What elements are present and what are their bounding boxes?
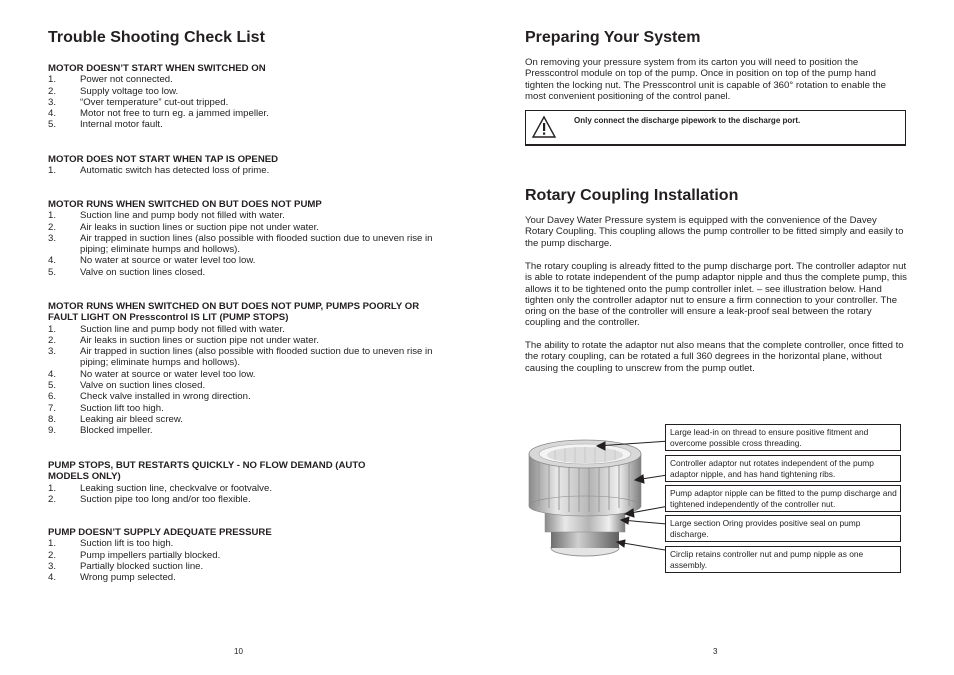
- section-title: PUMP STOPS, BUT RESTARTS QUICKLY - NO FLOW DEMAND (AUTO MODELS ONLY): [48, 460, 366, 483]
- list-item: 3. “Over temperature” cut-out tripped.: [48, 96, 229, 108]
- item-list: [48, 324, 448, 437]
- section-title: MOTOR DOESN’T START WHEN SWITCHED ON: [48, 63, 266, 74]
- rotary-paragraph-1: Your Davey Water Pressure system is equipped with the convenience of the Davey Rotary Coupling. This coupling allows the pump controller to be fitted simply and easily to the pump discharge.: [525, 215, 904, 249]
- section-title: MOTOR RUNS WHEN SWITCHED ON BUT DOES NOT PUMP: [48, 199, 322, 210]
- section-motor-tap: [48, 154, 448, 177]
- section-pump-pressure: [48, 527, 448, 583]
- list-item: 2. Air leaks in suction lines or suction pipe not under water.: [48, 334, 319, 346]
- page-title: Trouble Shooting Check List: [48, 29, 265, 46]
- item-list: [48, 538, 448, 583]
- callout-lead-in: Large lead-in on thread to ensure positive fitment and overcome possible cross threading.: [665, 424, 901, 451]
- list-item: 4. Wrong pump selected.: [48, 572, 176, 584]
- list-item: 1. Automatic switch has detected loss of prime.: [48, 165, 270, 177]
- exclamation-triangle-icon: [531, 115, 557, 139]
- callout-adaptor-nut: Controller adaptor nut rotates independent of the pump adaptor nipple, and has hand tightening ribs.: [665, 455, 901, 482]
- list-item: 4. No water at source or water level too low.: [48, 255, 256, 267]
- list-item: 7. Suction lift too high.: [48, 402, 164, 414]
- list-item: 3. Air trapped in suction lines (also possible with flooded suction due to uneven rise in piping; eliminate humps and hollows).: [48, 232, 433, 256]
- item-list: [48, 210, 448, 278]
- section-motor-pumps-poorly: [48, 301, 448, 437]
- section-title: PUMP DOESN’T SUPPLY ADEQUATE PRESSURE: [48, 527, 272, 538]
- list-item: 1. Leaking suction line, checkvalve or footvalve.: [48, 482, 272, 494]
- list-item: 1. Suction lift is too high.: [48, 538, 174, 550]
- callout-oring: Large section Oring provides positive seal on pump discharge.: [665, 515, 901, 542]
- list-item: 2. Pump impellers partially blocked.: [48, 549, 221, 561]
- callout-adaptor-nipple: Pump adaptor nipple can be fitted to the pump discharge and tightened independently of the controller nut.: [665, 485, 901, 512]
- list-item: 2. Air leaks in suction lines or suction pipe not under water.: [48, 221, 319, 233]
- list-item: 8. Leaking air bleed screw.: [48, 413, 183, 425]
- warning-text: Only connect the discharge pipework to the discharge port.: [574, 116, 801, 125]
- right-page: [477, 0, 954, 675]
- section-pump-restarts: [48, 460, 448, 505]
- list-item: 1. Power not connected.: [48, 74, 173, 86]
- section-title: MOTOR RUNS WHEN SWITCHED ON BUT DOES NOT PUMP, PUMPS POORLY OR FAULT LIGHT ON Presscontrol IS LIT (PUMP STOPS): [48, 301, 420, 324]
- section-title: Rotary Coupling Installation: [525, 187, 739, 204]
- list-item: 1. Suction line and pump body not filled with water.: [48, 323, 285, 335]
- item-list: [48, 483, 448, 506]
- list-item: 2. Suction pipe too long and/or too flexible.: [48, 493, 251, 505]
- list-item: 6. Check valve installed in wrong direction.: [48, 391, 251, 403]
- list-item: 4. Motor not free to turn eg. a jammed impeller.: [48, 108, 269, 120]
- page-title: Preparing Your System: [525, 29, 701, 46]
- list-item: 1. Suction line and pump body not filled with water.: [48, 210, 285, 222]
- list-item: 5. Internal motor fault.: [48, 119, 163, 131]
- warning-box: [525, 110, 906, 146]
- list-item: 5. Valve on suction lines closed.: [48, 380, 206, 392]
- list-item: 3. Partially blocked suction line.: [48, 560, 204, 572]
- section-motor-no-pump: [48, 199, 448, 278]
- item-list: [48, 165, 448, 176]
- section-motor-no-start: [48, 63, 448, 131]
- list-item: 4. No water at source or water level too low.: [48, 368, 256, 380]
- page-number: 3: [713, 647, 718, 656]
- rotary-paragraph-3: The ability to rotate the adaptor nut also means that the complete controller, once fitted to the rotary coupling, can be rotated a full 360 degrees in the horizontal plane, without causing the coupling to unscrew from the pump outlet.: [525, 340, 904, 374]
- list-item: 5. Valve on suction lines closed.: [48, 266, 206, 278]
- preparing-paragraph: On removing your pressure system from its carton you will need to position the Presscontrol module on top of the pump. Once in position on top of the pump hand tighten the locking nut. The Presscontrol unit is capable of 360° rotation to enable the most convenient positioning of the control panel.: [525, 57, 886, 102]
- list-item: 3. Air trapped in suction lines (also possible with flooded suction due to uneven rise in piping; eliminate humps and hollows).: [48, 346, 433, 369]
- list-item: 9. Blocked impeller.: [48, 425, 153, 437]
- page-number: 10: [234, 647, 243, 656]
- callout-circlip: Circlip retains controller nut and pump nipple as one assembly.: [665, 546, 901, 573]
- section-title: MOTOR DOES NOT START WHEN TAP IS OPENED: [48, 154, 279, 165]
- rotary-paragraph-2: The rotary coupling is already fitted to the pump discharge port. The controller adaptor nut is able to rotate independent of the pump adaptor nipple and thus the complete pump, this allows it to be tightened onto the pump controller inlet. – see illustration below. Hand tighten only the controller adaptor nut to ensure a firm connection to your controller. The oring on the base of the controller will ensure a leak-proof seal between the rotary coupling and the controller.: [525, 261, 907, 329]
- list-item: 2. Supply voltage too low.: [48, 85, 179, 97]
- item-list: [48, 74, 448, 130]
